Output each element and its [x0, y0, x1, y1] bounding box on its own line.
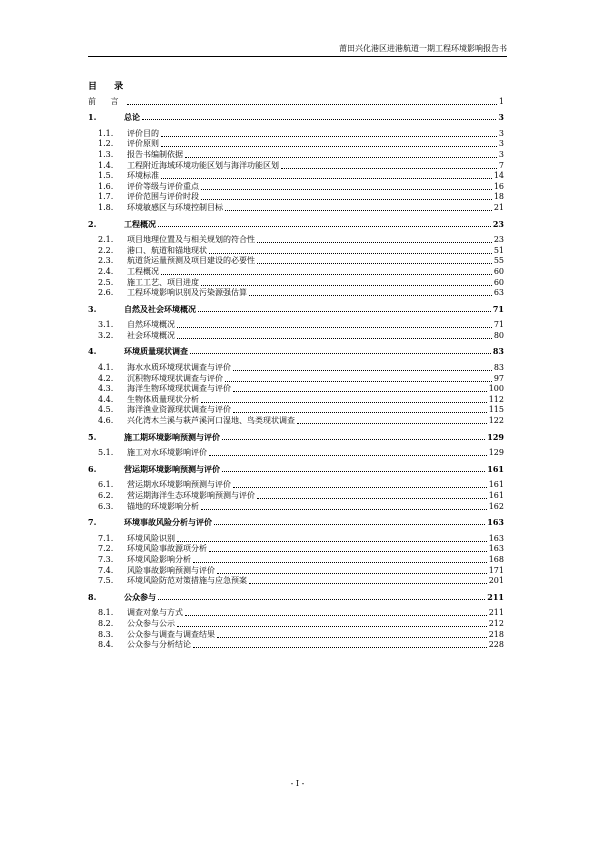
- toc-entry-page: 1: [498, 96, 504, 106]
- dot-leader: [158, 599, 485, 600]
- toc-entry-page: 161: [488, 480, 504, 490]
- dot-leader: [177, 541, 487, 542]
- toc-entry-number: 4.5.: [98, 405, 114, 415]
- header-rule: [88, 56, 507, 57]
- toc-entry-number: 4.4.: [98, 394, 114, 404]
- dot-leader: [201, 402, 487, 403]
- toc-entry-page: 211: [488, 608, 504, 618]
- toc-entry-title: 沉积物环境现状调查与评价: [127, 373, 223, 383]
- toc-entry-title: 海水水质环境现状调查与评价: [127, 363, 231, 373]
- toc-entry-number: 1.4.: [98, 160, 114, 170]
- toc-entry-number: 8.4.: [98, 640, 114, 650]
- toc-section-entry[interactable]: [88, 608, 504, 619]
- toc-entry-number: 7.2.: [98, 544, 114, 554]
- toc-section-entry[interactable]: [88, 149, 504, 160]
- toc-entry-number: 2.1.: [98, 235, 114, 245]
- dot-leader: [281, 168, 497, 169]
- toc-section-entry[interactable]: [88, 384, 504, 395]
- dot-leader: [177, 338, 492, 339]
- toc-entry-page: 168: [488, 554, 504, 564]
- toc-entry-page: 3: [498, 149, 504, 159]
- toc-section-entry[interactable]: [88, 160, 504, 171]
- dot-leader: [233, 370, 492, 371]
- toc-entry-page: 201: [488, 576, 504, 586]
- toc-section-entry[interactable]: [88, 544, 504, 555]
- dot-leader: [249, 583, 487, 584]
- dot-leader: [201, 199, 492, 200]
- toc-entry-title: 环境风险事故源项分析: [127, 544, 207, 554]
- toc-section-entry[interactable]: [88, 405, 504, 416]
- toc-section-entry[interactable]: [88, 415, 504, 426]
- toc-entry-page: 83: [492, 346, 504, 357]
- toc-section-entry[interactable]: [88, 394, 504, 405]
- toc-section-entry[interactable]: [88, 192, 504, 203]
- toc-entry-page: 3: [498, 139, 504, 149]
- dot-leader: [257, 242, 492, 243]
- toc-entry-number: 4.3.: [98, 384, 114, 394]
- toc-entry-number: 6.1.: [98, 480, 114, 490]
- toc-entry-title: 工程概况: [124, 218, 156, 229]
- dot-leader: [127, 104, 497, 105]
- toc-section-entry[interactable]: [88, 266, 504, 277]
- toc-entry-title: 生物体质量现状分析: [127, 394, 199, 404]
- toc-entry-number: 5.1.: [98, 448, 114, 458]
- toc-entry-title: 施工对水环境影响评价: [127, 448, 207, 458]
- toc-entry-number: 4.1.: [98, 363, 114, 373]
- dot-leader: [201, 509, 487, 510]
- toc-entry-number: 2.4.: [98, 266, 114, 276]
- toc-entry-page: 112: [488, 394, 504, 404]
- dot-leader: [161, 178, 492, 179]
- toc-entry-page: 161: [488, 491, 504, 500]
- toc-entry-title: 项目地理位置及与相关规划的符合性: [127, 235, 255, 245]
- toc-entry-number: 2.2.: [98, 245, 114, 255]
- toc-chapter-entry[interactable]: [88, 303, 504, 314]
- toc-entry-title: 营运期海洋生态环境影响预测与评价: [127, 491, 255, 500]
- toc-entry-page: 3: [498, 128, 504, 138]
- toc-entry-title: 施工期环境影响预测与评价: [124, 431, 220, 442]
- toc-section-entry[interactable]: [88, 501, 504, 512]
- toc-section-entry[interactable]: [88, 171, 504, 182]
- toc-section-entry[interactable]: [88, 277, 504, 288]
- toc-section-entry[interactable]: [88, 256, 504, 267]
- dot-leader: [209, 253, 492, 254]
- toc-entry-page: 129: [488, 448, 504, 458]
- toc-section-entry[interactable]: [88, 480, 504, 491]
- toc-entry-page: 97: [493, 373, 504, 383]
- toc-entry-title: 环境风险识别: [127, 533, 175, 543]
- dot-leader: [249, 295, 492, 296]
- toc-entry-number: 8.2.: [98, 618, 114, 628]
- toc-entry-title: 评价范围与评价时段: [127, 192, 199, 202]
- toc-section-entry[interactable]: [88, 362, 504, 373]
- toc-entry-title: 公众参与分析结论: [127, 640, 191, 650]
- toc-entry-number: 7.: [88, 517, 97, 528]
- toc-chapter-entry[interactable]: [88, 218, 504, 229]
- toc-entry-page: 122: [488, 416, 504, 426]
- toc-chapter-entry[interactable]: [88, 431, 504, 442]
- toc-entry-number: 1.5.: [98, 171, 114, 181]
- toc-entry-title: 环境风险防范对策措施与应急预案: [127, 576, 247, 586]
- toc-entry-page: 23: [493, 235, 504, 245]
- dot-leader: [214, 524, 485, 525]
- toc-entry-title: 营运期环境影响预测与评价: [124, 463, 220, 474]
- dot-leader: [217, 573, 487, 574]
- dot-leader: [222, 439, 485, 440]
- dot-leader: [233, 391, 487, 392]
- toc-title: 目 录: [88, 82, 131, 92]
- toc-section-entry[interactable]: [88, 373, 504, 384]
- toc-entry-number: 3.2.: [98, 330, 114, 340]
- toc-entry-page: 23: [492, 218, 504, 229]
- toc-entry-number: 4.2.: [98, 373, 114, 383]
- toc-entry-page: 21: [493, 202, 504, 212]
- toc-chapter-entry[interactable]: [88, 591, 504, 602]
- toc-section-entry[interactable]: [88, 288, 504, 299]
- toc-section-entry[interactable]: [88, 640, 504, 651]
- toc-entry-number: 1.3.: [98, 149, 114, 159]
- toc-entry-number: 6.3.: [98, 501, 114, 511]
- toc-chapter-entry[interactable]: [88, 346, 504, 357]
- toc-entry-page: 218: [488, 629, 504, 639]
- toc-entry-page: 162: [488, 501, 504, 511]
- dot-leader: [158, 226, 491, 227]
- toc-section-entry[interactable]: [88, 330, 504, 341]
- dot-leader: [201, 285, 492, 286]
- dot-leader: [193, 647, 487, 648]
- toc-entry-page: 63: [493, 288, 504, 298]
- dot-leader: [201, 189, 492, 190]
- toc-entry-number: 2.3.: [98, 256, 114, 266]
- toc-section-entry[interactable]: [88, 629, 504, 640]
- toc-entry-title: 环境风险影响分析: [127, 554, 191, 564]
- toc-entry-title: 总论: [124, 112, 140, 123]
- toc-entry-title: 调查对象与方式: [127, 608, 183, 618]
- toc-section-entry[interactable]: [88, 490, 504, 501]
- toc-entry-number: 7.4.: [98, 565, 114, 575]
- dot-leader: [142, 119, 496, 120]
- toc-entry-title: 社会环境概况: [127, 330, 175, 340]
- toc-entry-title: 风险事故影响预测与评价: [127, 565, 215, 575]
- toc-chapter-entry[interactable]: [88, 112, 504, 123]
- dot-leader: [257, 263, 492, 264]
- toc-entry-number: 7.5.: [98, 576, 114, 586]
- toc-entry-title: 工程环境影响识别及污染源强估算: [127, 288, 247, 298]
- running-header: 莆田兴化港区进港航道一期工程环境影响报告书: [339, 44, 507, 53]
- toc-entry-page: 80: [493, 330, 504, 340]
- toc-entry-page: 211: [487, 591, 504, 602]
- toc-section-entry[interactable]: [88, 235, 504, 246]
- toc-entry-page: 60: [493, 266, 504, 276]
- toc-entry-page: 16: [493, 181, 504, 191]
- toc-entry-title: 港口、航道和锚地现状: [127, 245, 207, 255]
- toc-entry-page: 228: [488, 640, 504, 650]
- toc-entry-page: 71: [493, 320, 504, 330]
- toc-entry-page: 18: [493, 192, 504, 202]
- toc-entry-title: 锚地的环境影响分析: [127, 501, 199, 511]
- toc-entry-number: 8.: [88, 591, 97, 602]
- toc-entry-page: 51: [493, 245, 504, 255]
- dot-leader: [225, 210, 492, 211]
- dot-leader: [233, 487, 487, 488]
- toc-front-entry[interactable]: [88, 96, 504, 107]
- toc-entry-title: 施工工艺、项目进度: [127, 277, 199, 287]
- toc-entry-page: 83: [493, 363, 504, 373]
- dot-leader: [177, 626, 487, 627]
- toc-entry-title: 公众参与调查与调查结果: [127, 629, 215, 639]
- dot-leader: [185, 157, 497, 158]
- toc-entry-title: 航道货运量预测及项目建设的必要性: [127, 256, 255, 266]
- toc-entry-number: 8.1.: [98, 608, 114, 618]
- toc-section-entry[interactable]: [88, 320, 504, 331]
- toc-entry-title: 环境标准: [127, 171, 159, 181]
- toc-entry-title: 公众参与: [124, 591, 156, 602]
- toc-section-entry[interactable]: [88, 554, 504, 565]
- dot-leader: [209, 455, 487, 456]
- dot-leader: [177, 327, 492, 328]
- toc-entry-page: 212: [488, 618, 504, 628]
- dot-leader: [209, 551, 487, 552]
- table-of-contents: [88, 96, 504, 650]
- toc-entry-title: 环境事故风险分析与评价: [124, 517, 212, 528]
- toc-section-entry[interactable]: [88, 128, 504, 139]
- toc-section-entry[interactable]: [88, 245, 504, 256]
- toc-entry-title: 评价等级与评价重点: [127, 181, 199, 191]
- toc-entry-title: 海洋渔业资源现状调查与评价: [127, 405, 231, 415]
- toc-entry-page: 115: [488, 405, 504, 415]
- dot-leader: [225, 381, 492, 382]
- toc-entry-page: 163: [488, 544, 504, 554]
- toc-entry-title: 评价目的: [127, 128, 159, 138]
- toc-entry-number: 5.: [88, 431, 97, 442]
- toc-entry-number: 1.1.: [98, 128, 114, 138]
- toc-entry-page: 163: [488, 533, 504, 543]
- dot-leader: [257, 498, 487, 499]
- toc-entry-page: 14: [493, 171, 504, 181]
- toc-entry-number: 1.2.: [98, 139, 114, 149]
- toc-entry-page: 171: [488, 565, 504, 575]
- toc-section-entry[interactable]: [88, 576, 504, 587]
- toc-entry-number: 4.6.: [98, 416, 114, 426]
- toc-entry-page: 129: [487, 431, 504, 442]
- toc-chapter-entry[interactable]: [88, 463, 504, 474]
- toc-entry-number: 2.: [88, 218, 97, 229]
- toc-entry-title: 自然环境概况: [127, 320, 175, 330]
- dot-leader: [161, 136, 497, 137]
- toc-entry-number: 1.: [88, 112, 97, 123]
- dot-leader: [161, 146, 497, 147]
- dot-leader: [233, 412, 487, 413]
- toc-entry-title: 环境质量现状调查: [124, 346, 188, 357]
- dot-leader: [193, 562, 487, 563]
- toc-section-entry[interactable]: [88, 565, 504, 576]
- toc-chapter-entry[interactable]: [88, 517, 504, 528]
- toc-section-entry[interactable]: [88, 618, 504, 629]
- toc-section-entry[interactable]: [88, 139, 504, 150]
- toc-entry-number: 6.: [88, 463, 97, 474]
- toc-entry-title: 工程概况: [127, 266, 159, 276]
- dot-leader: [222, 471, 485, 472]
- toc-entry-page: 55: [493, 256, 504, 266]
- toc-entry-page: 161: [487, 463, 504, 474]
- toc-entry-page: 71: [492, 303, 504, 314]
- dot-leader: [297, 423, 487, 424]
- toc-entry-page: 163: [487, 517, 504, 528]
- toc-entry-page: 3: [498, 112, 504, 123]
- toc-section-entry[interactable]: [88, 181, 504, 192]
- toc-entry-number: 1.8.: [98, 202, 114, 212]
- toc-entry-number: 1.7.: [98, 192, 114, 202]
- toc-entry-number: 4.: [88, 346, 97, 357]
- toc-entry-number: 7.3.: [98, 554, 114, 564]
- dot-leader: [190, 353, 491, 354]
- toc-entry-title: 营运期水环境影响预测与评价: [127, 480, 231, 490]
- toc-entry-number: 3.: [88, 303, 97, 314]
- toc-entry-title: 环境敏感区与环境控制目标: [127, 202, 223, 212]
- toc-section-entry[interactable]: [88, 448, 504, 459]
- toc-entry-title: 公众参与公示: [127, 618, 175, 628]
- toc-entry-title: 工程附近海域环境功能区划与海洋功能区划: [127, 160, 279, 170]
- toc-section-entry[interactable]: [88, 202, 504, 213]
- toc-entry-page: 100: [488, 384, 504, 394]
- dot-leader: [161, 274, 492, 275]
- toc-entry-number: 1.6.: [98, 181, 114, 191]
- toc-entry-title: 报告书编制依据: [127, 149, 183, 159]
- toc-entry-title: 兴化湾木兰溪与萩芦溪河口湿地、鸟类现状调查: [127, 416, 295, 426]
- toc-section-entry[interactable]: [88, 533, 504, 544]
- dot-leader: [185, 615, 487, 616]
- toc-entry-number: 7.1.: [98, 533, 114, 543]
- toc-entry-page: 60: [493, 277, 504, 287]
- dot-leader: [198, 311, 491, 312]
- toc-entry-number: 2.6.: [98, 288, 114, 298]
- toc-entry-title: 自然及社会环境概况: [124, 303, 196, 314]
- toc-entry-page: 7: [498, 160, 504, 170]
- page-number: - I -: [290, 779, 305, 788]
- toc-entry-number: 3.1.: [98, 320, 114, 330]
- dot-leader: [217, 637, 487, 638]
- toc-entry-number: 2.5.: [98, 277, 114, 287]
- toc-entry-number: 8.3.: [98, 629, 114, 639]
- toc-entry-title: 评价原则: [127, 139, 159, 149]
- toc-entry-number: 6.2.: [98, 491, 114, 500]
- toc-entry-title: 海洋生物环境现状调查与评价: [127, 384, 231, 394]
- toc-entry-title: 前 言: [88, 96, 125, 106]
